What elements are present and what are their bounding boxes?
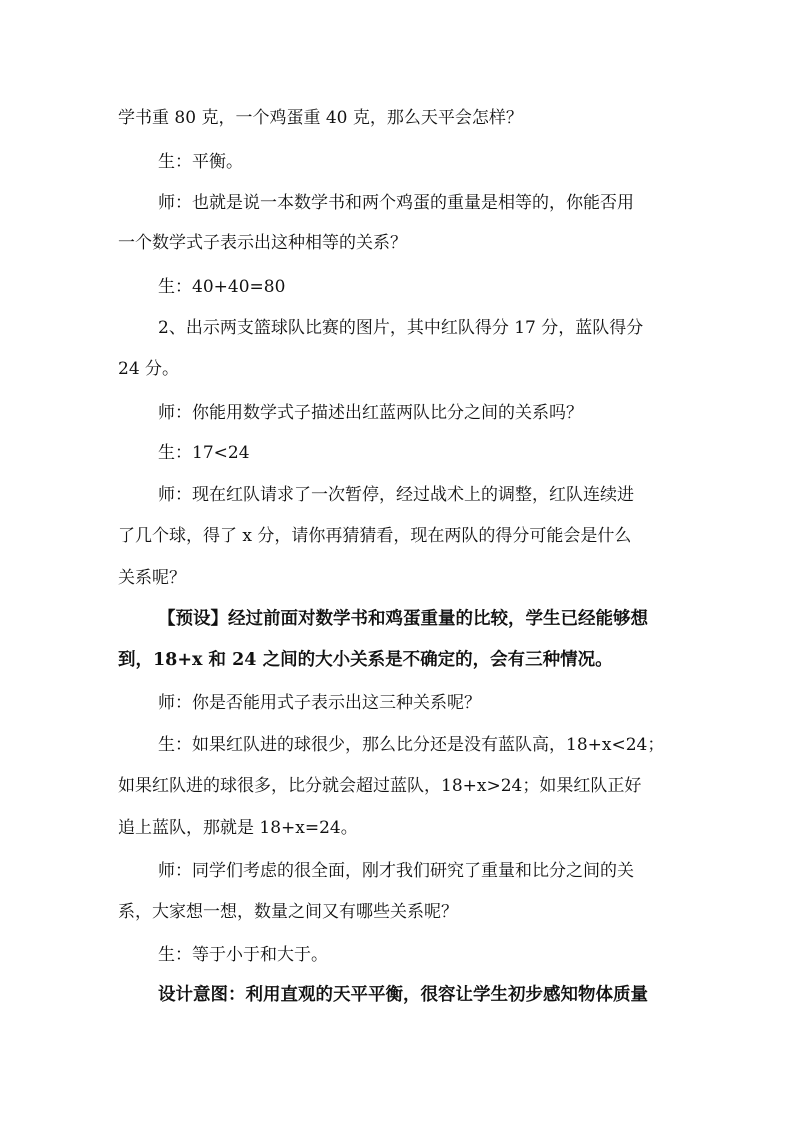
text-line: 生：如果红队进的球很少，那么比分还是没有蓝队高，18+x<24； [158, 735, 665, 755]
text-line: 师：你是否能用式子表示出这三种关系呢？ [158, 693, 481, 713]
preset-line: 到，18+x 和 24 之间的大小关系是不确定的，会有三种情况。 [118, 650, 613, 670]
text-line: 师：也就是说一本数学书和两个鸡蛋的重量是相等的，你能否用 [158, 193, 634, 213]
text-line: 师：同学们考虑的很全面，刚才我们研究了重量和比分之间的关 [158, 861, 634, 881]
preset-line: 【预设】经过前面对数学书和鸡蛋重量的比较，学生已经能够想 [158, 609, 648, 629]
text-line: 生：17<24 [158, 443, 250, 463]
text-line: 了几个球，得了 x 分，请你再猜猜看，现在两队的得分可能会是什么 [118, 526, 632, 546]
text-line: 如果红队进的球很多，比分就会超过蓝队，18+x>24；如果红队正好 [118, 776, 642, 796]
text-line: 生：等于小于和大于。 [158, 945, 328, 965]
text-line: 系，大家想一想，数量之间又有哪些关系呢？ [118, 902, 458, 922]
design-intent-line: 设计意图：利用直观的天平平衡，很容让学生初步感知物体质量 [158, 985, 648, 1005]
text-line: 生：40+40=80 [158, 277, 286, 297]
text-line: 师：你能用数学式子描述出红蓝两队比分之间的关系吗？ [158, 403, 583, 423]
text-line: 学书重 80 克，一个鸡蛋重 40 克，那么天平会怎样？ [118, 108, 523, 128]
text-line: 追上蓝队，那就是 18+x=24。 [118, 818, 358, 838]
text-line: 2、出示两支篮球队比赛的图片，其中红队得分 17 分，蓝队得分 [158, 318, 644, 338]
text-line: 师：现在红队请求了一次暂停，经过战术上的调整，红队连续进 [158, 485, 634, 505]
text-line: 关系呢？ [118, 568, 186, 588]
text-line: 24 分。 [118, 359, 180, 379]
text-line: 一个数学式子表示出这种相等的关系？ [118, 233, 407, 253]
text-line: 生：平衡。 [158, 152, 243, 172]
